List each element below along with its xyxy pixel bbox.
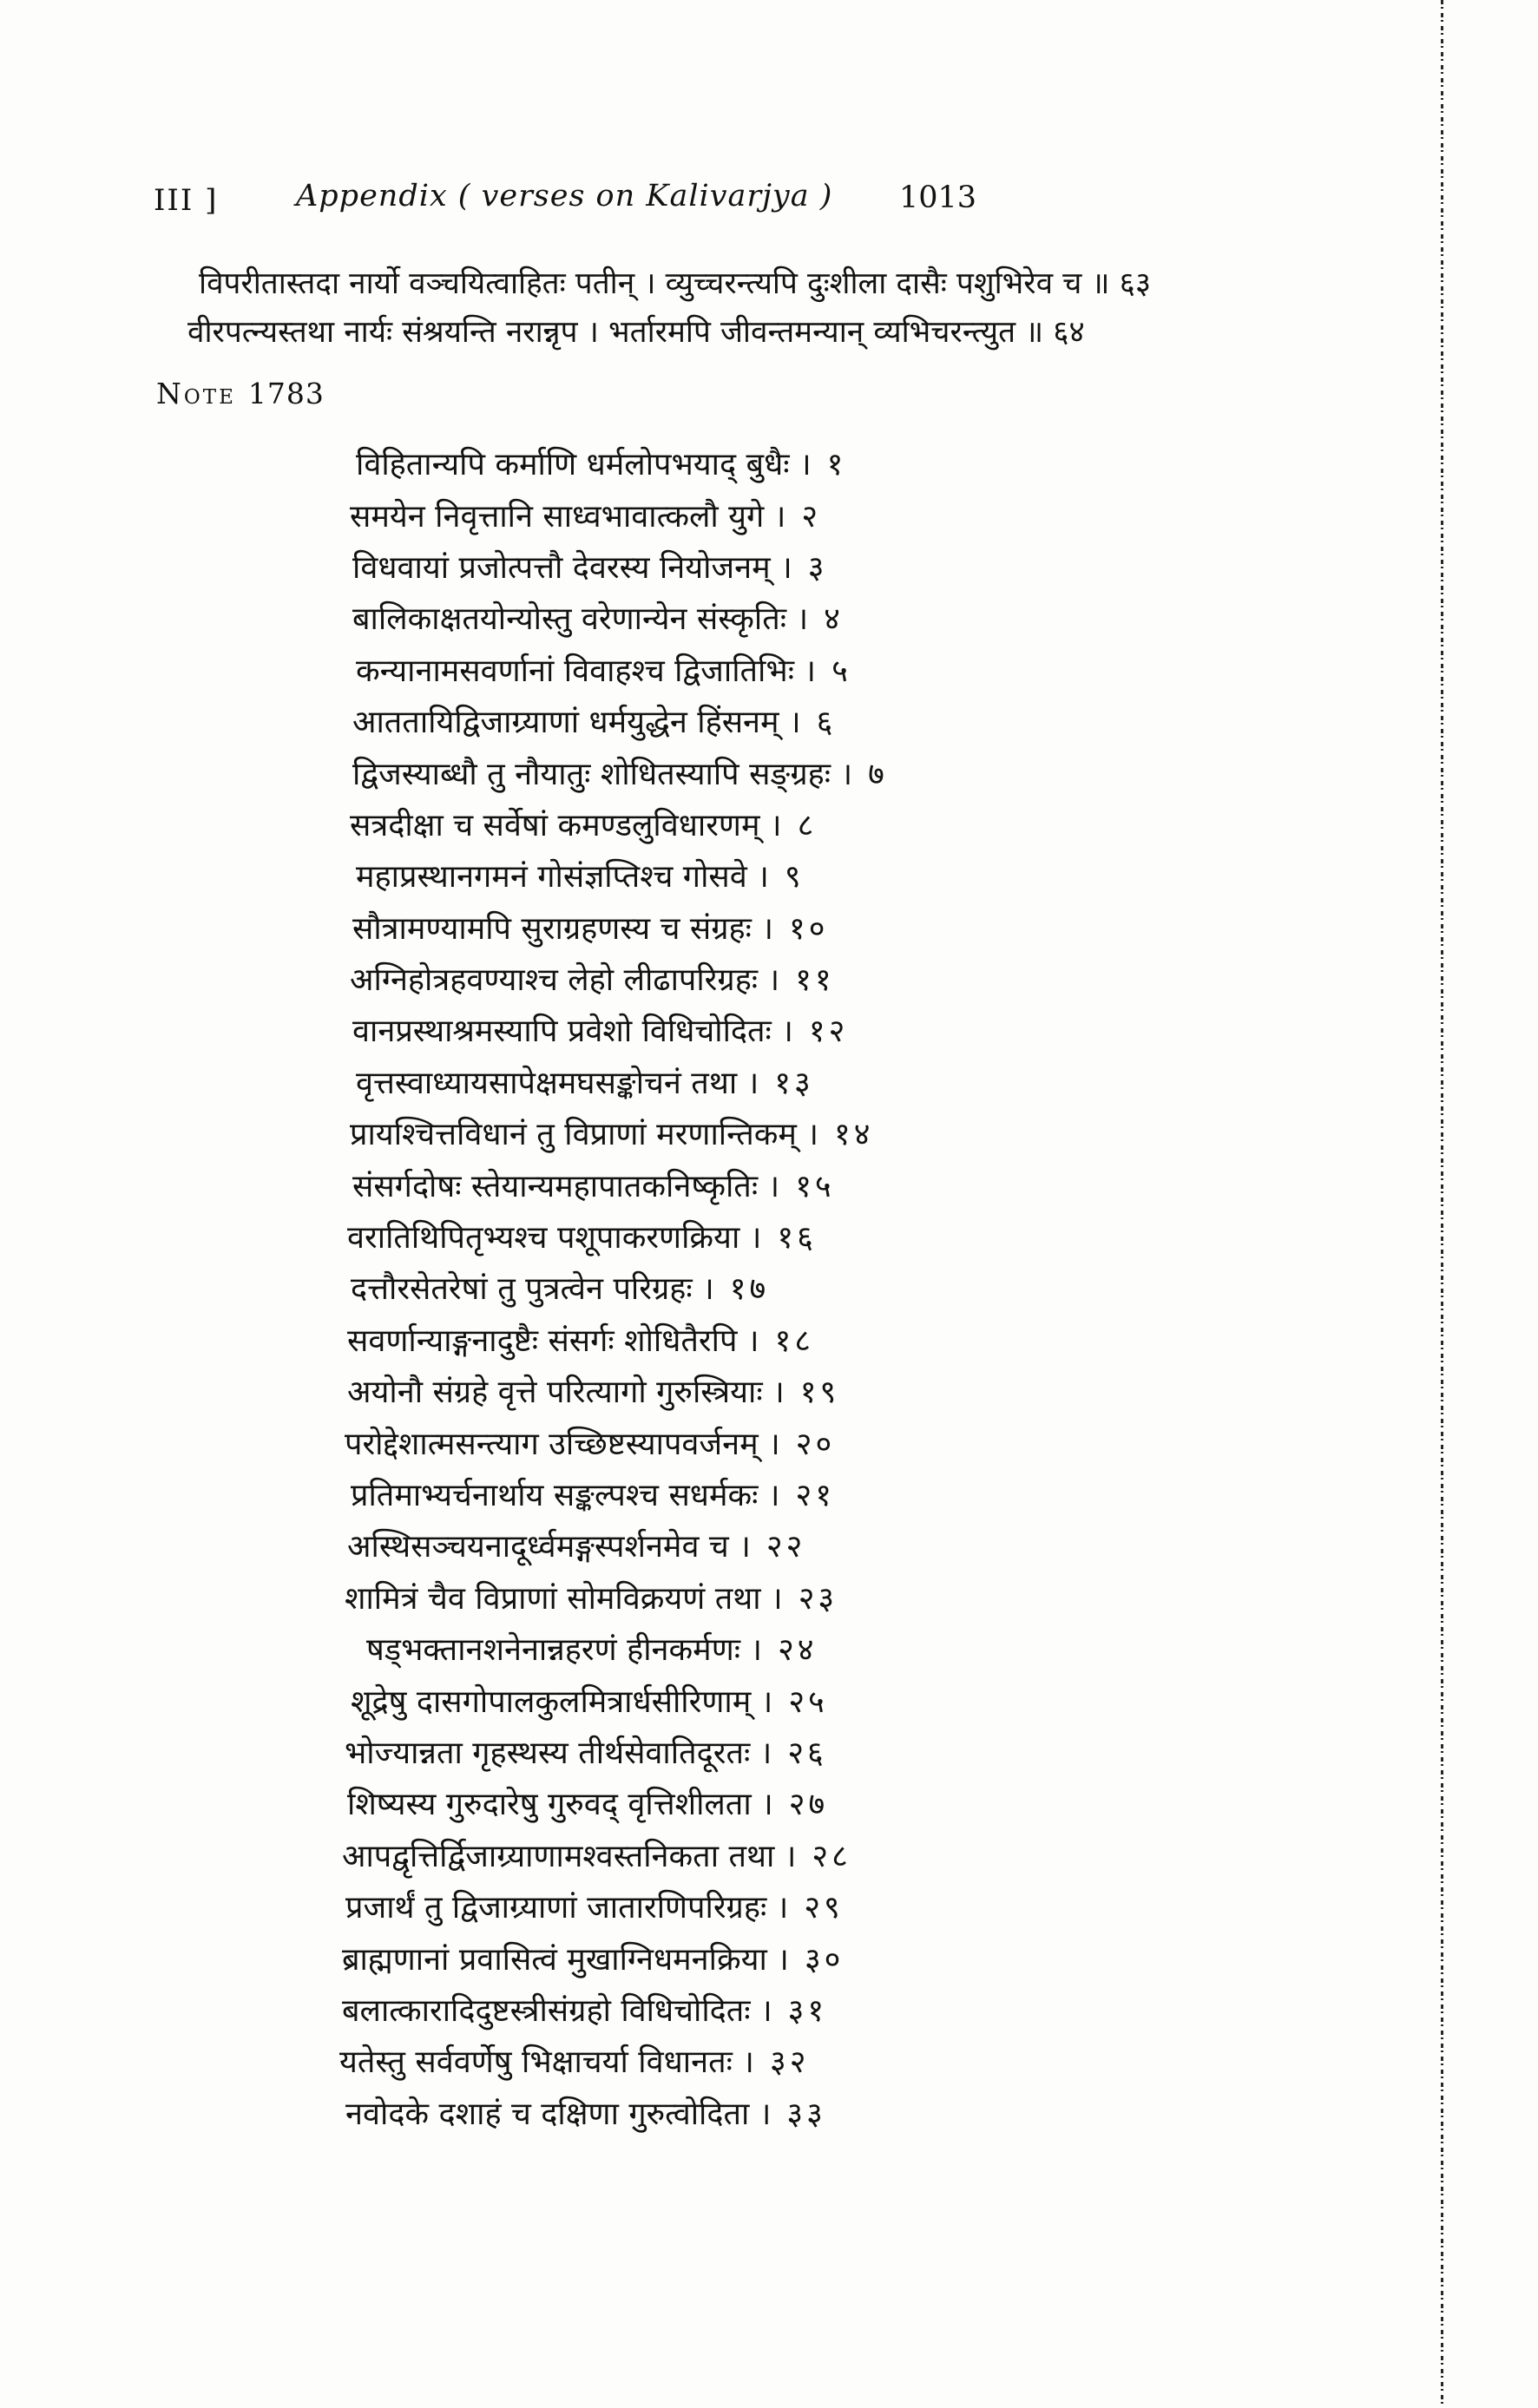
verse-number: १० bbox=[789, 910, 829, 947]
verse-number: १४ bbox=[833, 1117, 874, 1153]
verse-text: अस्थिसञ्चयनादूर्ध्वमङ्गस्पर्शनमेव च । bbox=[347, 1529, 751, 1565]
verse-text: शामित्रं चैव विप्राणां सोमविक्रयणं तथा । bbox=[345, 1580, 783, 1617]
note-label: Note bbox=[156, 377, 236, 410]
verse-text: द्विजस्याब्धौ तु नौयातुः शोधितस्यापि सङ्ग्रहः । bbox=[352, 756, 853, 792]
verse-line bbox=[352, 541, 888, 592]
verse-line bbox=[339, 2035, 885, 2086]
verse-text: प्रायश्चित्तविधानं तु विप्राणां मरणान्तिकम् । bbox=[350, 1117, 818, 1153]
note-heading bbox=[156, 377, 325, 410]
verse-number: ८ bbox=[797, 807, 818, 843]
verse-line bbox=[356, 1056, 891, 1107]
verse-number: ३३ bbox=[786, 2096, 826, 2132]
verse-number: २१ bbox=[795, 1478, 835, 1513]
verse-text: षड्भक्तानशनेनान्नहरणं हीनकर्मणः । bbox=[366, 1632, 763, 1669]
verse-number: १५ bbox=[795, 1168, 835, 1204]
verse-number: १३ bbox=[774, 1065, 814, 1101]
verse-line bbox=[347, 1365, 888, 1416]
verse-number: ५ bbox=[831, 653, 851, 689]
verse-number: २८ bbox=[812, 1838, 851, 1874]
verse-text: सवर्णान्याङ्गनादुष्टैः संसर्गः शोधितैरपि । bbox=[347, 1322, 759, 1359]
verse-text: विधवायां प्रजोत्पत्तौ देवरस्य नियोजनम् । bbox=[352, 549, 792, 586]
verse-number: २४ bbox=[778, 1632, 818, 1669]
verse-text: प्रतिमाभ्यर्चनार्थाय सङ्कल्पश्च सधर्मकः । bbox=[351, 1478, 780, 1513]
verse-line bbox=[350, 798, 885, 850]
kalivarjya-verse-list bbox=[339, 437, 888, 2138]
verse-line bbox=[356, 437, 891, 489]
verse-line bbox=[352, 592, 888, 643]
verse-line bbox=[347, 1314, 888, 1365]
verse-text: परोद्देशात्मसन्त्याग उच्छिष्टस्यापवर्जनम् । bbox=[345, 1426, 780, 1462]
verse-line bbox=[352, 902, 888, 953]
verse-number: १९ bbox=[799, 1375, 840, 1411]
verse-number: २९ bbox=[804, 1890, 844, 1926]
verse-number: २२ bbox=[766, 1529, 806, 1565]
verse-number: ६ bbox=[816, 705, 837, 741]
verse-line bbox=[342, 1984, 888, 2035]
verse-line bbox=[342, 1829, 888, 1880]
verse-number: ४ bbox=[824, 601, 844, 638]
verse-text: सत्रदीक्षा च सर्वेषां कमण्डलुविधारणम् । bbox=[350, 807, 782, 843]
verse-line bbox=[345, 1880, 891, 1932]
verse-line bbox=[345, 1416, 885, 1467]
intro-couplets bbox=[187, 259, 1151, 357]
verse-number: ३१ bbox=[787, 1992, 828, 2029]
verse-text: समयेन निवृत्तानि साध्वभावात्कलौ युगे । bbox=[350, 498, 786, 535]
verse-number: ३० bbox=[804, 1941, 845, 1978]
verse-line bbox=[347, 1777, 888, 1828]
verse-line bbox=[352, 695, 888, 746]
verse-line bbox=[351, 1674, 891, 1725]
note-number: 1783 bbox=[247, 377, 325, 410]
intro-verse-63: विपरीतास्तदा नार्यो वञ्चयित्वाहितः पतीन् । व्युच्चरन्त्यपि दुःशीला दासैः पशुभिरेव च ॥ ६३ bbox=[199, 266, 1152, 301]
verse-line bbox=[356, 644, 891, 695]
verse-line bbox=[342, 1932, 888, 1983]
verse-number: २० bbox=[795, 1426, 836, 1462]
verse-text: संसर्गदोषः स्तेयान्यमहापातकनिष्कृतिः । bbox=[352, 1168, 780, 1204]
verse-line bbox=[350, 489, 885, 540]
verse-number: १ bbox=[826, 447, 847, 483]
verse-text: अग्निहोत्रहवण्याश्च लेहो लीढापरिग्रहः । bbox=[350, 962, 780, 999]
verse-text: विहितान्यपि कर्माणि धर्मलोपभयाद् बुधैः । bbox=[356, 447, 812, 483]
verse-line bbox=[347, 1519, 888, 1571]
verse-line bbox=[347, 1211, 888, 1262]
verse-number: ९ bbox=[784, 859, 805, 896]
verse-number: ३ bbox=[807, 549, 828, 586]
verse-text: कन्यानामसवर्णानां विवाहश्च द्विजातिभिः । bbox=[356, 653, 817, 689]
verse-text: शिष्यस्य गुरुदारेषु गुरुवद् वृत्तिशीलता । bbox=[347, 1787, 773, 1823]
verse-line bbox=[352, 1158, 888, 1210]
verse-line bbox=[345, 2087, 891, 2138]
verse-text: दत्तौरसेतरेषां तु पुत्रत्वेन परिग्रहः । bbox=[351, 1271, 714, 1308]
running-title: Appendix ( verses on Kalivarjya ) bbox=[296, 179, 833, 213]
verse-line bbox=[356, 850, 891, 901]
verse-number: ११ bbox=[795, 962, 835, 999]
verse-line bbox=[351, 1468, 891, 1519]
verse-text: सौत्रामण्यामपि सुराग्रहणस्य च संग्रहः । bbox=[352, 910, 774, 947]
verse-number: ७ bbox=[868, 756, 888, 792]
verse-text: ब्राह्मणानां प्रवासित्वं मुखाग्निधमनक्रिया । bbox=[342, 1941, 789, 1978]
verse-text: प्रजार्थं तु द्विजाग्र्याणां जातारणिपरिग्रहः । bbox=[345, 1890, 789, 1926]
verse-number: १८ bbox=[774, 1322, 814, 1359]
scan-gutter-line bbox=[1441, 0, 1443, 2408]
verse-text: यतेस्तु सर्ववर्णेषु भिक्षाचर्या विधानतः । bbox=[339, 2044, 754, 2081]
verse-number: २६ bbox=[787, 1735, 827, 1771]
verse-text: शूद्रेषु दासगोपालकुलमित्रार्धसीरिणाम् । bbox=[351, 1683, 773, 1720]
verse-line bbox=[366, 1623, 907, 1674]
intro-verse-64: वीरपत्न्यस्तथा नार्यः संश्रयन्ति नरान्नृप । भर्तारमपि जीवन्तमन्यान् व्यभिचरन्त्युत ॥ ६४ bbox=[187, 315, 1085, 350]
verse-number: २ bbox=[801, 498, 822, 535]
verse-text: बालिकाक्षतयोन्योस्तु वरेणान्येन संस्कृतिः । bbox=[352, 601, 809, 638]
verse-line bbox=[350, 1107, 885, 1158]
verse-line bbox=[351, 1262, 891, 1313]
verse-number: २७ bbox=[788, 1787, 829, 1823]
verse-text: बलात्कारादिदुष्टस्त्रीसंग्रहो विधिचोदितः । bbox=[342, 1992, 772, 2029]
verse-text: वरातिथिपितृभ्यश्च पशूपाकरणक्रिया । bbox=[347, 1220, 762, 1256]
verse-line bbox=[350, 953, 885, 1004]
verse-text: महाप्रस्थानगमनं गोसंज्ञप्तिश्च गोसवे । bbox=[356, 859, 769, 896]
verse-line bbox=[345, 1571, 885, 1623]
verse-text: आततायिद्विजाग्र्याणां धर्मयुद्धेन हिंसनम् । bbox=[352, 705, 801, 741]
folio-mark: III ] bbox=[154, 183, 219, 218]
verse-number: १२ bbox=[808, 1014, 849, 1050]
verse-text: नवोदके दशाहं च दक्षिणा गुरुत्वोदिता । bbox=[345, 2096, 772, 2132]
verse-number: २३ bbox=[798, 1580, 838, 1617]
verse-text: वानप्रस्थाश्रमस्यापि प्रवेशो विधिचोदितः । bbox=[352, 1014, 793, 1050]
verse-number: १६ bbox=[777, 1220, 817, 1256]
verse-line bbox=[352, 1004, 888, 1055]
verse-number: ३२ bbox=[769, 2044, 810, 2081]
verse-line bbox=[345, 1726, 885, 1777]
page-number: 1013 bbox=[899, 180, 977, 215]
verse-text: भोज्यान्नता गृहस्थस्य तीर्थसेवातिदूरतः । bbox=[345, 1735, 772, 1771]
verse-number: १७ bbox=[729, 1271, 770, 1308]
verse-text: वृत्तस्वाध्यायसापेक्षमघसङ्कोचनं तथा । bbox=[356, 1065, 759, 1101]
verse-text: आपद्वृत्तिर्द्विजाग्र्याणामश्वस्तनिकता तथा । bbox=[342, 1838, 797, 1874]
verse-number: २५ bbox=[788, 1683, 828, 1720]
verse-line bbox=[352, 746, 888, 797]
verse-text: अयोनौ संग्रहे वृत्ते परित्यागो गुरुस्त्रियाः । bbox=[347, 1375, 785, 1411]
